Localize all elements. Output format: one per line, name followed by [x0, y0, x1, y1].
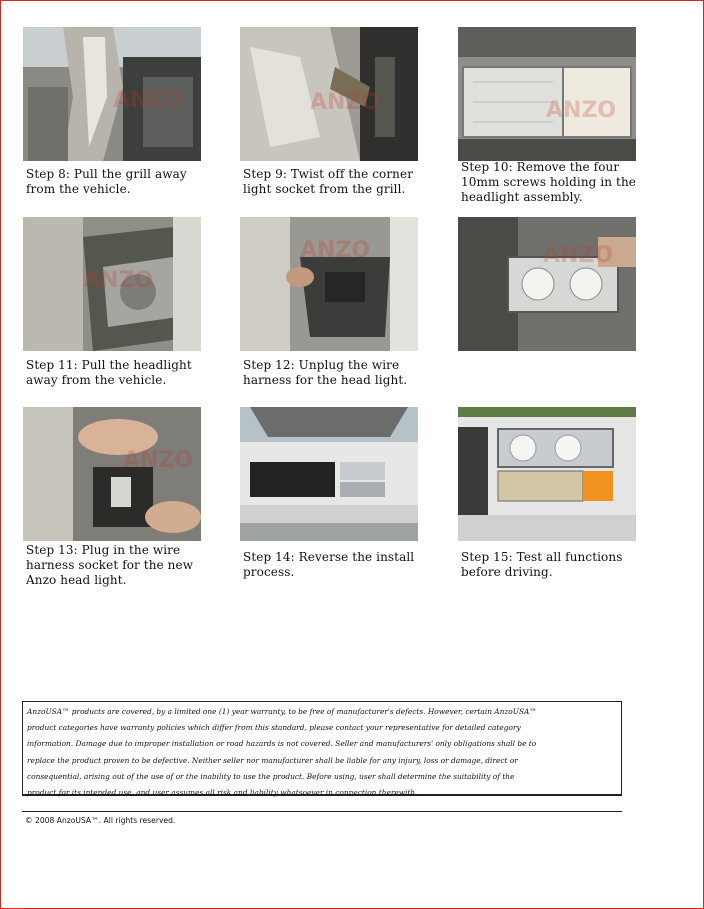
watermark: ANZO [123, 448, 194, 473]
step-caption: Step 13: Plug in the wire harness socket for the new Anzo head light. [26, 543, 194, 587]
step-caption: Step 14: Reverse the install process. [243, 550, 415, 579]
watermark: ANZO [546, 98, 617, 123]
warranty-line: AnzoUSA™ products are covered, by a limited one (1) year warranty, to be free of manufacturer's defects. However, certain AnzoUSA™ [27, 707, 537, 716]
unplug-harness-photo [240, 217, 418, 351]
step-caption: Step 11: Pull the headlight away from the vehicle. [26, 358, 192, 387]
warranty-line: consequential, arising out of the use of or the inability to use the product. Before using, user shall determine the suitability of the [27, 771, 515, 781]
warranty-line: product for its intended use, and user assumes all risk and liability whatsoever in connection therewith. [27, 788, 418, 798]
corner-socket-photo [240, 27, 418, 161]
headlight-pull-photo [23, 217, 201, 351]
watermark: ANZO [113, 88, 184, 113]
warranty-notice [22, 701, 622, 796]
watermark: ANZO [300, 238, 371, 263]
warranty-line: information. Damage due to improper installation or road hazards is not covered. Seller and manufacturers' only obligations shall be to [27, 739, 537, 749]
warranty-line: replace the product proven to be defective. Neither seller nor manufacturer shall be liable for any injury, loss or damage, direct or [27, 755, 518, 765]
step-caption: Step 9: Twist off the corner light socket from the grill. [243, 167, 414, 196]
warranty-line: product categories have warranty policies which differ from this standard, please contact your representative for detailed category [27, 723, 521, 733]
watermark: ANZO [543, 243, 614, 268]
step-caption: Step 15: Test all functions before driving. [461, 550, 623, 579]
watermark: ANZO [310, 90, 381, 115]
grill-removal-photo [23, 27, 201, 161]
step-caption: Step 8: Pull the grill away from the vehicle. [26, 167, 187, 196]
copyright: © 2008 AnzoUSA™. All rights reserved. [25, 816, 176, 825]
plug-harness-photo [23, 407, 201, 541]
step-caption: Step 12: Unplug the wire harness for the head light. [243, 358, 408, 387]
new-headlight-photo [458, 217, 636, 351]
finished-lights-photo [458, 407, 636, 541]
headlight-screws-photo [458, 27, 636, 161]
truck-front-photo [240, 407, 418, 541]
step-caption: Step 10: Remove the four 10mm screws holding in the headlight assembly. [461, 160, 636, 204]
watermark: ANZO [83, 268, 154, 293]
footer-divider [22, 811, 622, 812]
